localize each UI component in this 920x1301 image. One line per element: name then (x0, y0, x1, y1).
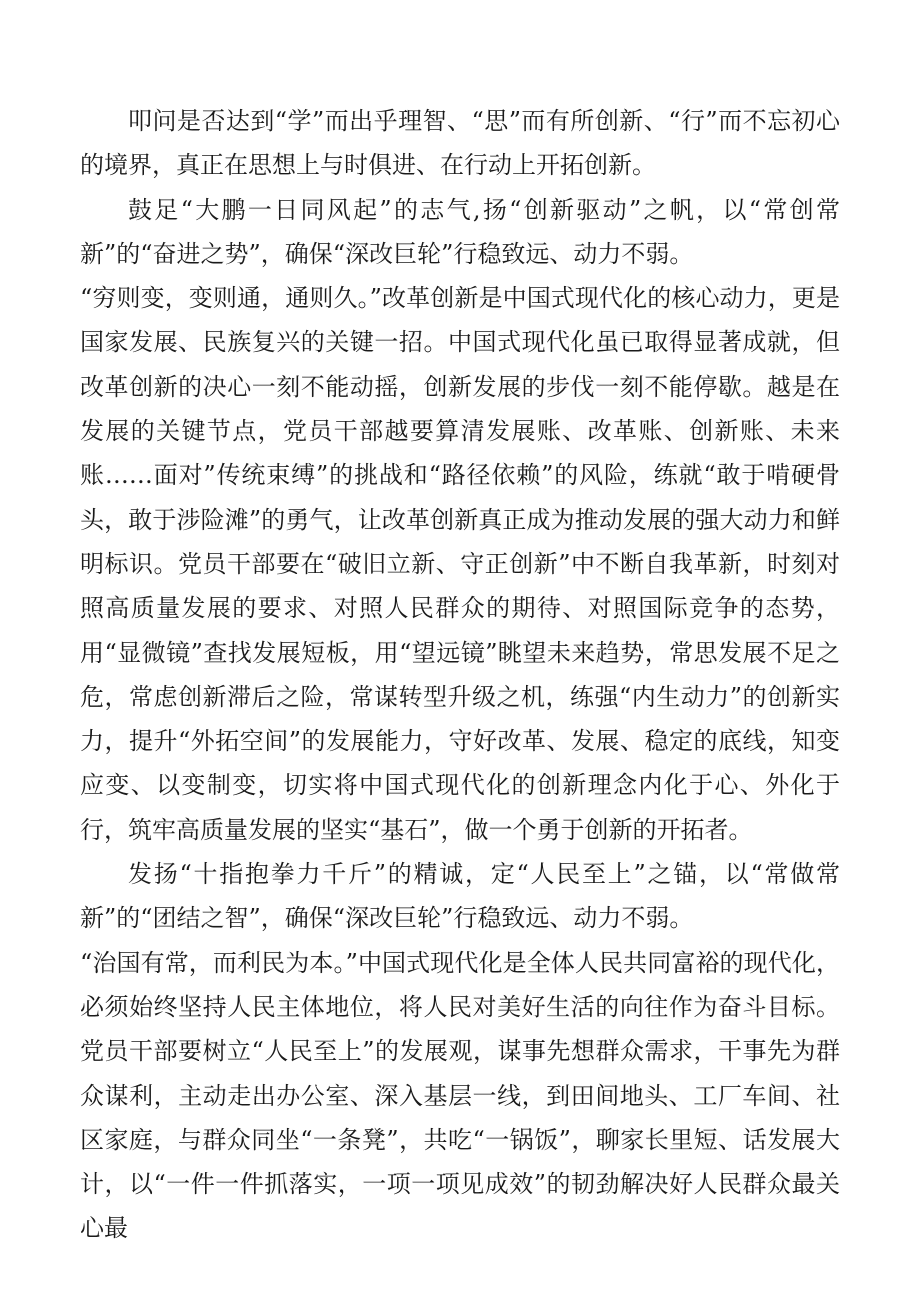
paragraph-unity-heading: 发扬“十指抱拳力千斤”的精诚，定“人民至上”之锚，以“常做常新”的“团结之智”，确保“深改巨轮”行稳致远、动力不弱。 (80, 860, 840, 933)
paragraph-reflection: 叩问是否达到“学”而出乎理智、“思”而有所创新、“行”而不忘初心的境界，真正在思想上与时俱进、在行动上开拓创新。 (80, 107, 840, 180)
paragraph-innovation-heading: 鼓足“大鹏一日同风起”的志气,扬“创新驱动”之帆，以“常创常新”的“奋进之势”，确保“深改巨轮”行稳致远、动力不弱。 (80, 195, 840, 268)
document-body (80, 99, 840, 1251)
paragraph-reform-innovation: “穷则变，变则通，通则久。”改革创新是中国式现代化的核心动力，更是国家发展、民族复兴的关键一招。中国式现代化虽已取得显著成就，但改革创新的决心一刻不能动摇，创新发展的步伐一刻不能停歇。越是在发展的关键节点，党员干部越要算清发展账、改革账、创新账、未来账……面对”传统束缚”的挑战和“路径依赖”的风险，练就“敢于啃硬骨头，敢于涉险滩”的勇气，让改革创新真正成为推动发展的强大动力和鲜明标识。党员干部要在“破旧立新、守正创新”中不断自我革新，时刻对照高质量发展的要求、对照人民群众的期待、对照国际竞争的态势，用“显微镜”查找发展短板，用“望远镜”眺望未来趋势，常思发展不足之危，常虑创新滞后之险，常谋转型升级之机，练强“内生动力”的创新实力，提升“外拓空间”的发展能力，守好改革、发展、稳定的底线，知变应变、以变制变，切实将中国式现代化的创新理念内化于心、外化于行，筑牢高质量发展的坚实“基石”，做一个勇于创新的开拓者。 (80, 284, 840, 844)
paragraph-people-first: “治国有常，而利民为本。”中国式现代化是全体人民共同富裕的现代化，必须始终坚持人民主体地位，将人民对美好生活的向往作为奋斗目标。党员干部要树立“人民至上”的发展观，谋事先想群众需求，干事先为群众谋利，主动走出办公室、深入基层一线，到田间地头、工厂车间、社区家庭，与群众同坐“一条凳”，共吃“一锅饭”，聊家长里短、话发展大计，以“一件一件抓落实，一项一项见成效”的韧劲解决好人民群众最关心最 (80, 948, 840, 1243)
